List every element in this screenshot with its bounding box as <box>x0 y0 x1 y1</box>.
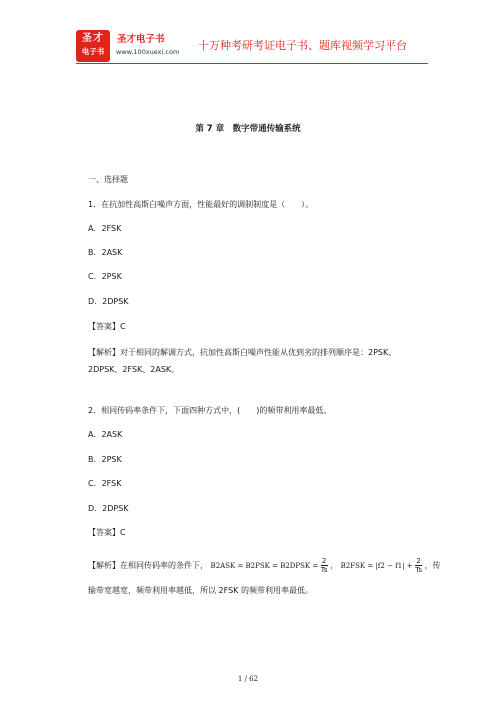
analysis-suffix: ，传 <box>424 561 441 570</box>
bandwidth-formula-fsk: B2FSK = |f2 − f1| + <box>340 562 413 570</box>
section-title: 一、选择题 <box>88 175 128 184</box>
chapter-title: 第 7 章 数字带通传输系统 <box>195 124 301 134</box>
question-2-option-b: B．2PSK <box>88 455 122 464</box>
fraction-denominator-fsk: Ts <box>415 566 422 574</box>
fraction-2-over-ts <box>321 557 328 574</box>
question-1-answer: 【答案】C <box>88 322 126 331</box>
question-1-analysis-line-2: 2DPSK、2FSK、2ASK。 <box>88 365 180 374</box>
header-divider <box>76 63 428 64</box>
fraction-numerator-fsk: 2 <box>416 557 421 565</box>
question-2-option-c: C．2FSK <box>88 479 122 488</box>
fraction-denominator: Ts <box>320 566 328 574</box>
analysis-prefix: 【解析】在相同传码率的条件下， <box>88 561 208 570</box>
question-2-stem: 2．相同传码率条件下，下面四种方式中，( )的频带利用率最低。 <box>88 406 332 415</box>
question-2-analysis-line-1 <box>88 556 441 576</box>
bandwidth-formula-ask-psk: B2ASK = B2PSK = B2DPSK = <box>210 562 319 570</box>
question-1-option-d: D．2DPSK <box>88 297 129 306</box>
fraction-2-over-ts-fsk <box>415 557 422 574</box>
question-2-option-d: D．2DPSK <box>88 504 129 513</box>
brand-name: 圣才电子书 <box>117 34 165 45</box>
question-2-answer: 【答案】C <box>88 528 126 537</box>
question-1-option-c: C．2PSK <box>88 272 122 281</box>
logo-bottom-text: 电子书 <box>81 47 105 56</box>
question-1-stem: 1．在抗加性高斯白噪声方面，性能最好的调制制度是（ ）。 <box>88 200 314 209</box>
logo-top-text: 圣才 <box>82 33 104 44</box>
header-slogan: 十万种考研考证电子书、题库视频学习平台 <box>198 39 407 52</box>
question-1-option-a: A．2FSK <box>88 224 122 233</box>
question-2-analysis-line-2: 输带宽越宽，频带利用率越低，所以 2FSK 的频带利用率最低。 <box>88 586 313 595</box>
fraction-numerator: 2 <box>321 557 327 565</box>
brand-logo <box>76 30 110 62</box>
page-number: 1 / 62 <box>237 675 259 683</box>
question-1-analysis-line-1: 【解析】对于相同的解调方式，抗加性高斯白噪声性能从优到劣的排列顺序是：2PSK、 <box>88 348 397 357</box>
formula-separator: ， <box>330 561 339 570</box>
question-1-option-b: B．2ASK <box>88 248 123 257</box>
page-header <box>0 0 496 66</box>
brand-url[interactable]: www.100xuexi.com <box>116 48 180 56</box>
question-2-option-a: A．2ASK <box>88 430 123 439</box>
